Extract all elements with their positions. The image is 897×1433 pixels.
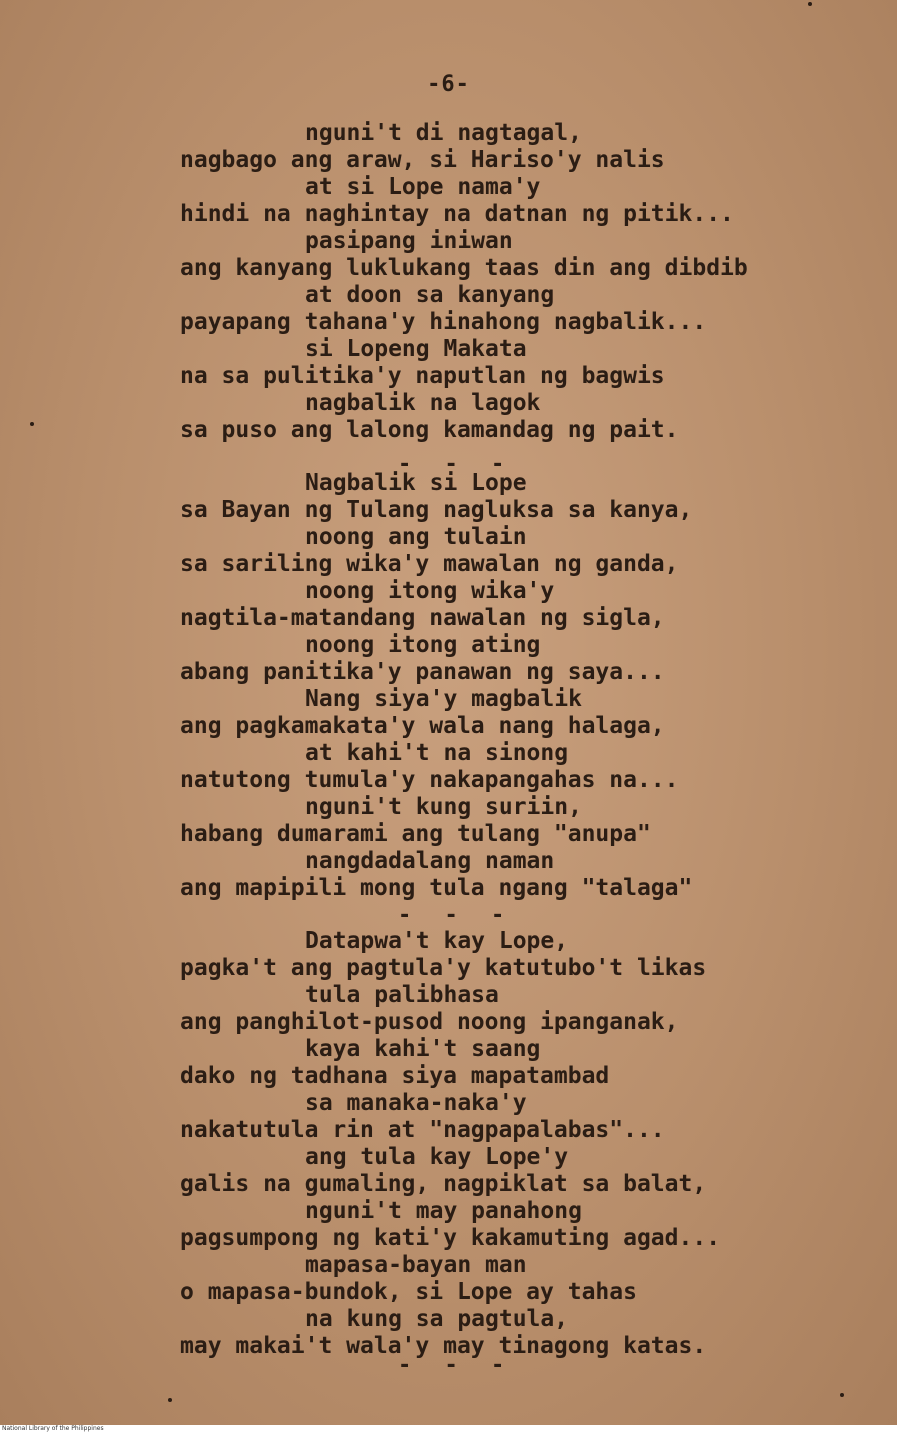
poem-line: mapasa-bayan man bbox=[305, 1252, 527, 1278]
poem-line: si Lopeng Makata bbox=[305, 336, 527, 362]
poem-line: sa puso ang lalong kamandag ng pait. bbox=[180, 417, 679, 443]
poem-line: payapang tahana'y hinahong nagbalik... bbox=[180, 309, 707, 335]
poem-line: ang kanyang luklukang taas din ang dibdib bbox=[180, 255, 748, 281]
poem-line: pasipang iniwan bbox=[305, 228, 513, 254]
poem-line: sa Bayan ng Tulang nagluksa sa kanya, bbox=[180, 497, 693, 523]
paper-speck bbox=[168, 1398, 172, 1402]
poem-line: nguni't may panahong bbox=[305, 1198, 582, 1224]
paper-speck bbox=[30, 422, 34, 426]
poem-line: galis na gumaling, nagpiklat sa balat, bbox=[180, 1171, 707, 1197]
poem-line: Datapwa't kay Lope, bbox=[305, 928, 569, 954]
poem-line: o mapasa-bundok, si Lope ay tahas bbox=[180, 1279, 637, 1305]
stanza-separator: - - - bbox=[398, 452, 515, 477]
poem-line: ang tula kay Lope'y bbox=[305, 1144, 569, 1170]
poem-line: nagtila-matandang nawalan ng sigla, bbox=[180, 605, 665, 631]
footer-credit: National Library of the Philippines bbox=[0, 1425, 897, 1433]
poem-line: kaya kahi't saang bbox=[305, 1036, 541, 1062]
poem-line: Nagbalik si Lope bbox=[305, 470, 527, 496]
poem-line: may makai't wala'y may tinagong katas. bbox=[180, 1333, 707, 1359]
poem-line: noong ang tulain bbox=[305, 524, 527, 550]
poem-line: pagka't ang pagtula'y katutubo't likas bbox=[180, 955, 707, 981]
poem-line: habang dumarami ang tulang "anupa" bbox=[180, 821, 651, 847]
poem-line: nagbago ang araw, si Hariso'y nalis bbox=[180, 147, 665, 173]
poem-line: Nang siya'y magbalik bbox=[305, 686, 582, 712]
poem-line: natutong tumula'y nakapangahas na... bbox=[180, 767, 679, 793]
poem-line: sa sariling wika'y mawalan ng ganda, bbox=[180, 551, 679, 577]
paper-speck bbox=[840, 1393, 844, 1397]
poem-line: pagsumpong ng kati'y kakamuting agad... bbox=[180, 1225, 721, 1251]
poem-line: noong itong ating bbox=[305, 632, 541, 658]
poem-line: abang panitika'y panawan ng saya... bbox=[180, 659, 665, 685]
poem-line: at kahi't na sinong bbox=[305, 740, 569, 766]
stanza-separator: - - - bbox=[398, 903, 515, 928]
poem-line: nagbalik na lagok bbox=[305, 390, 541, 416]
poem-line: dako ng tadhana siya mapatambad bbox=[180, 1063, 610, 1089]
poem-line: nguni't di nagtagal, bbox=[305, 120, 582, 146]
page-number: -6- bbox=[427, 72, 470, 97]
poem-line: at si Lope nama'y bbox=[305, 174, 541, 200]
stanza-separator: - - - bbox=[398, 1353, 515, 1378]
poem-line: nangdadalang naman bbox=[305, 848, 555, 874]
paper-speck bbox=[808, 2, 812, 6]
poem-line: na sa pulitika'y naputlan ng bagwis bbox=[180, 363, 665, 389]
poem-line: ang mapipili mong tula ngang "talaga" bbox=[180, 875, 693, 901]
poem-line: hindi na naghintay na datnan ng pitik... bbox=[180, 201, 734, 227]
poem-line: nakatutula rin at "nagpapalabas"... bbox=[180, 1117, 665, 1143]
poem-line: ang panghilot-pusod noong ipanganak, bbox=[180, 1009, 679, 1035]
poem-line: tula palibhasa bbox=[305, 982, 499, 1008]
poem-line: ang pagkamakata'y wala nang halaga, bbox=[180, 713, 665, 739]
poem-line: at doon sa kanyang bbox=[305, 282, 555, 308]
poem-line: sa manaka-naka'y bbox=[305, 1090, 527, 1116]
poem-line: nguni't kung suriin, bbox=[305, 794, 582, 820]
poem-line: na kung sa pagtula, bbox=[305, 1306, 569, 1332]
poem-line: noong itong wika'y bbox=[305, 578, 555, 604]
